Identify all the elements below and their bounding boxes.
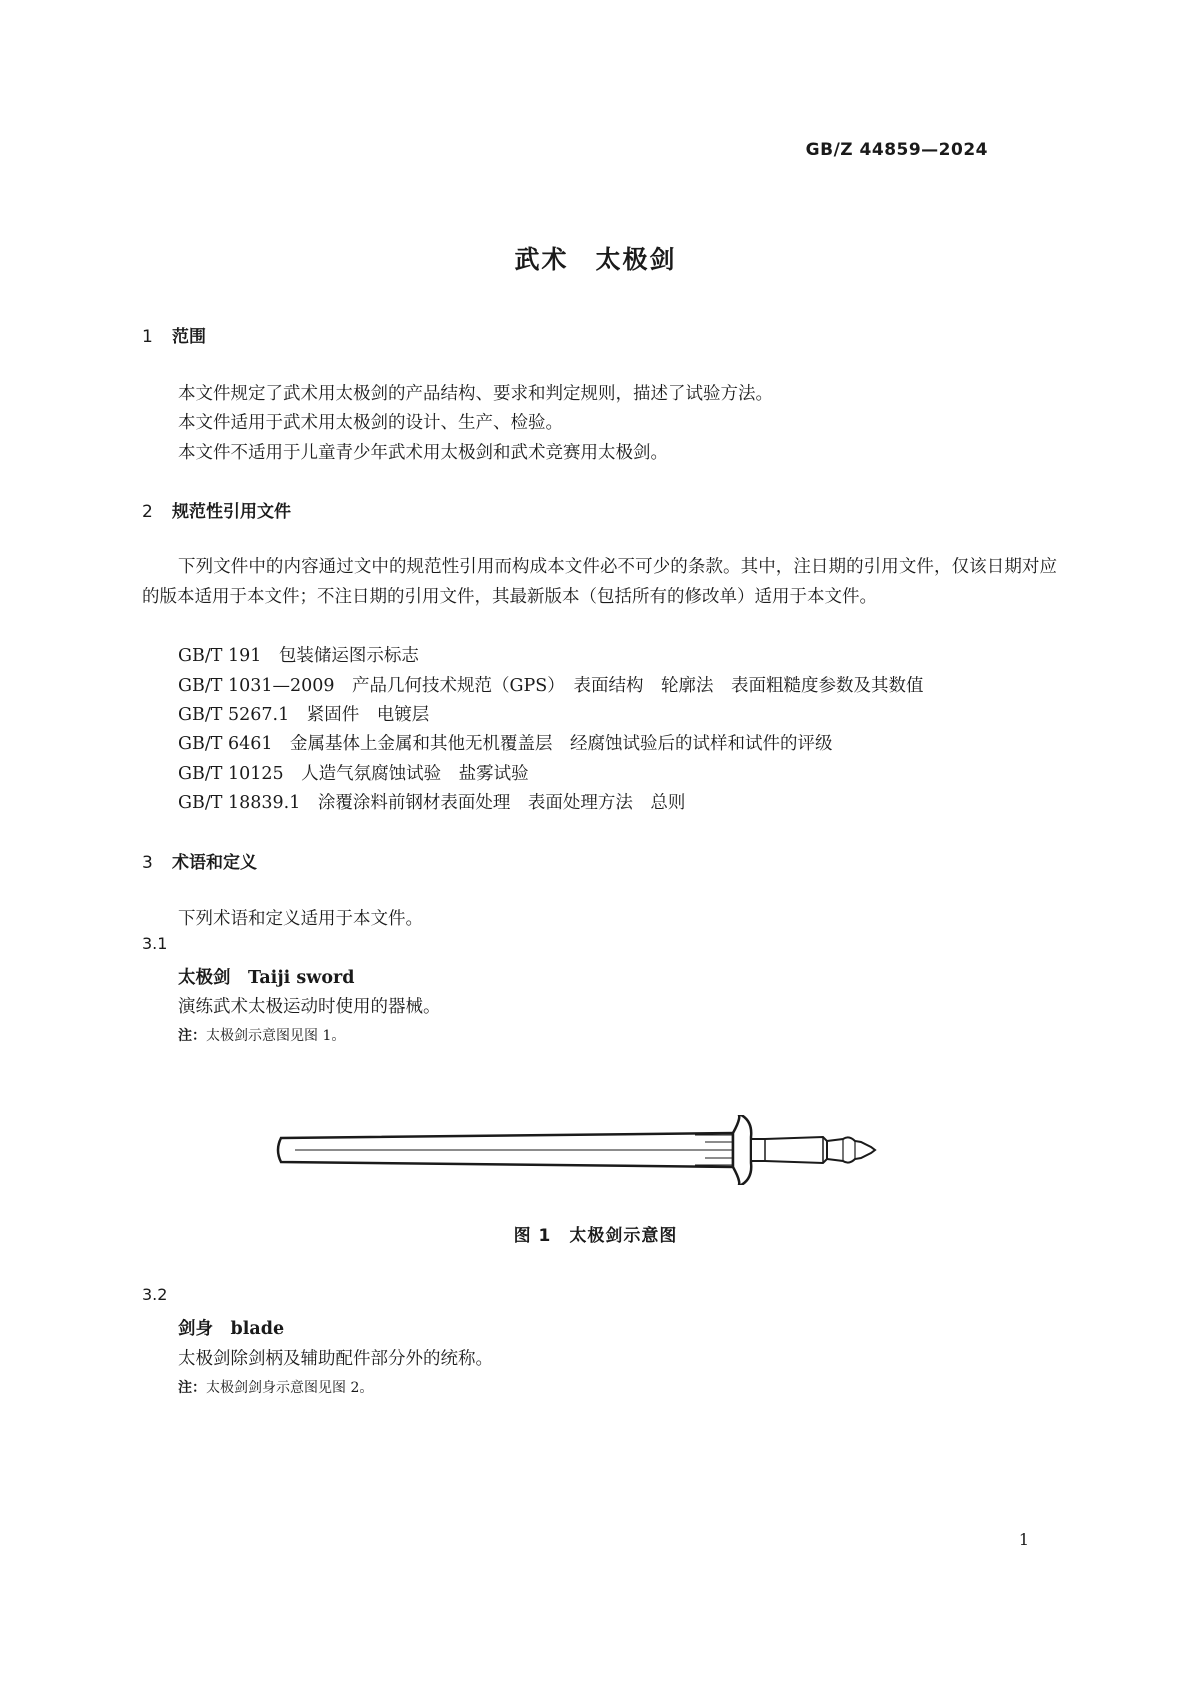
paragraph: 下列术语和定义适用于本文件。 bbox=[178, 909, 423, 929]
reference-code: GB/T 10125 bbox=[178, 764, 284, 784]
sword-grip bbox=[751, 1137, 827, 1163]
section-title: 规范性引用文件 bbox=[172, 502, 291, 522]
page-number: 1 bbox=[1018, 1530, 1029, 1549]
term-heading bbox=[178, 1315, 284, 1340]
term-definition: 太极剑除剑柄及辅助配件部分外的统称。 bbox=[178, 1349, 493, 1369]
reference-title: 紧固件 电镀层 bbox=[306, 705, 430, 725]
term-definition: 演练武术太极运动时使用的器械。 bbox=[178, 997, 441, 1017]
reference-title: 包装储运图示标志 bbox=[278, 646, 419, 666]
section-title: 范围 bbox=[172, 327, 206, 347]
reference-title: 涂覆涂料前钢材表面处理 表面处理方法 总则 bbox=[317, 793, 686, 813]
standard-code: GB/Z 44859—2024 bbox=[805, 140, 988, 160]
term-number: 3.2 bbox=[142, 1285, 168, 1304]
term-english: Taiji sword bbox=[248, 968, 355, 988]
term-number: 3.1 bbox=[142, 934, 168, 953]
paragraph: 下列文件中的内容通过文中的规范性引用而构成本文件必不可少的条款。其中，注日期的引用文件，仅该日期对应的版本适用于本文件；不注日期的引用文件，其最新版本（包括所有的修改单）适用于本文件。 bbox=[142, 557, 1057, 607]
normative-reference bbox=[178, 672, 924, 697]
section-number: 3 bbox=[142, 853, 153, 873]
paragraph: 本文件不适用于儿童青少年武术用太极剑和武术竞赛用太极剑。 bbox=[178, 443, 668, 463]
note-text: 太极剑示意图见图 1。 bbox=[206, 1028, 346, 1044]
section-number: 1 bbox=[142, 327, 153, 347]
normative-reference bbox=[178, 701, 429, 726]
reference-code: GB/T 191 bbox=[178, 646, 262, 666]
normative-reference bbox=[178, 730, 833, 755]
section-title: 术语和定义 bbox=[172, 853, 257, 873]
reference-code: GB/T 5267.1 bbox=[178, 705, 290, 725]
term-english: blade bbox=[230, 1319, 285, 1339]
normative-reference bbox=[178, 760, 529, 785]
term-name: 剑身 bbox=[178, 1319, 213, 1339]
reference-title: 产品几何技术规范（GPS） 表面结构 轮廓法 表面粗糙度参数及其数值 bbox=[352, 676, 924, 696]
figure-caption: 图 1 太极剑示意图 bbox=[513, 1226, 678, 1246]
note-text: 太极剑剑身示意图见图 2。 bbox=[206, 1380, 374, 1396]
sword-pommel bbox=[827, 1137, 875, 1162]
term-note bbox=[178, 1377, 373, 1397]
note-label: 注： bbox=[178, 1380, 206, 1396]
sword-guard bbox=[733, 1115, 751, 1185]
section-1-heading bbox=[142, 322, 206, 347]
term-note bbox=[178, 1025, 345, 1045]
note-label: 注： bbox=[178, 1028, 206, 1044]
reference-title: 人造气氛腐蚀试验 盐雾试验 bbox=[301, 764, 529, 784]
term-heading bbox=[178, 964, 354, 989]
section-number: 2 bbox=[142, 502, 153, 522]
reference-code: GB/T 6461 bbox=[178, 734, 273, 754]
document-title: 武术 太极剑 bbox=[514, 245, 677, 274]
reference-title: 金属基体上金属和其他无机覆盖层 经腐蚀试验后的试样和试件的评级 bbox=[290, 734, 833, 754]
section-2-heading bbox=[142, 497, 291, 522]
reference-code: GB/T 18839.1 bbox=[178, 793, 301, 813]
taiji-sword-figure bbox=[275, 1115, 881, 1185]
section-3-heading bbox=[142, 848, 257, 873]
term-name: 太极剑 bbox=[178, 968, 231, 988]
paragraph: 本文件适用于武术用太极剑的设计、生产、检验。 bbox=[178, 413, 563, 433]
paragraph: 本文件规定了武术用太极剑的产品结构、要求和判定规则，描述了试验方法。 bbox=[178, 384, 773, 404]
normative-reference bbox=[178, 789, 685, 814]
normative-reference bbox=[178, 642, 419, 667]
reference-code: GB/T 1031—2009 bbox=[178, 676, 335, 696]
